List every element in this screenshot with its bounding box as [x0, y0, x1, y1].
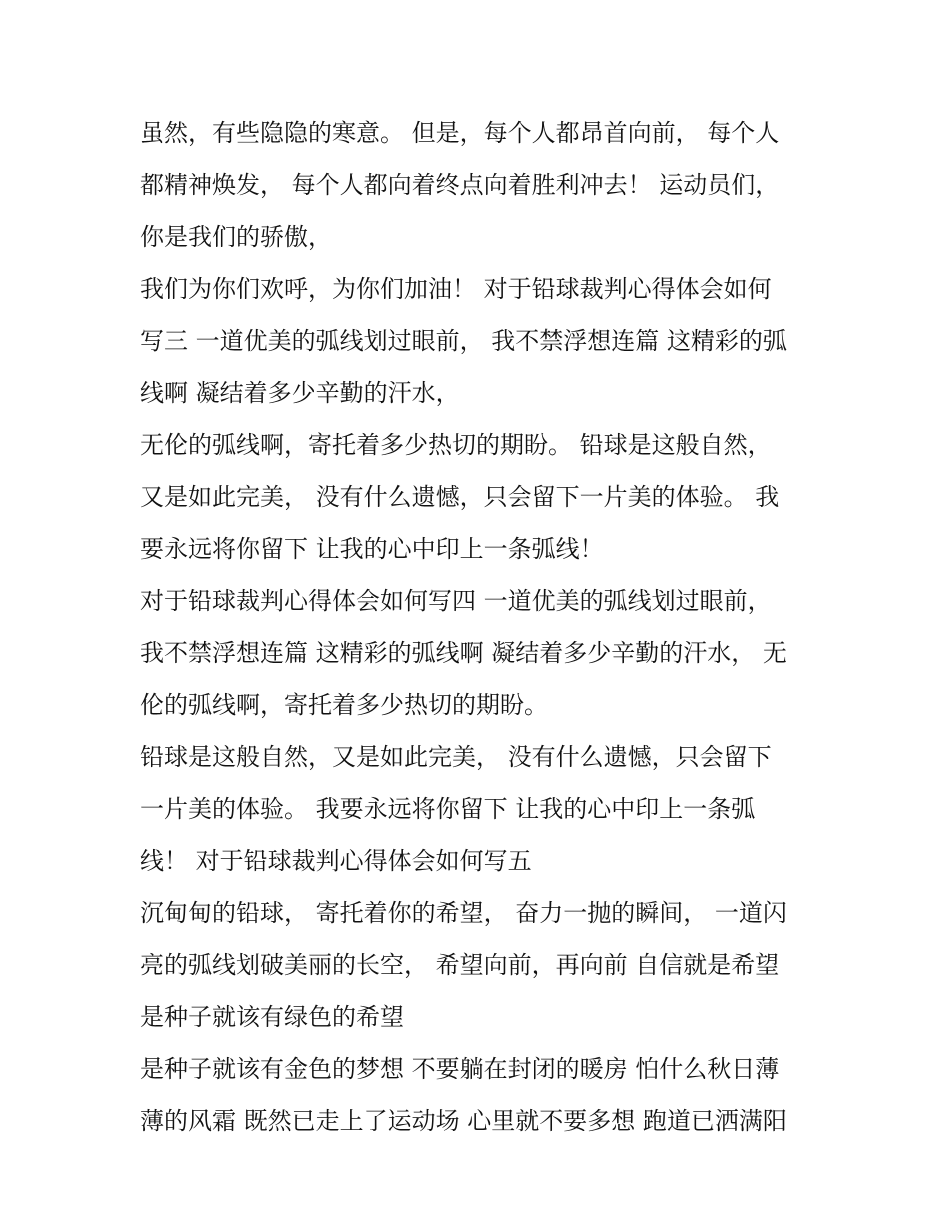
text-line: 亮的弧线划破美丽的长空， 希望向前，再向前 自信就是希望 [140, 951, 780, 979]
text-line: 你是我们的骄傲， [140, 223, 332, 251]
text-line: 又是如此完美， 没有什么遗憾，只会留下一片美的体验。 我 [140, 483, 780, 511]
text-line: 铅球是这般自然，又是如此完美， 没有什么遗憾，只会留下 [140, 743, 772, 771]
text-line: 线啊 凝结着多少辛勤的汗水， [140, 379, 460, 407]
text-line: 我们为你们欢呼，为你们加油！ 对于铅球裁判心得体会如何 [140, 275, 772, 303]
text-line: 都精神焕发， 每个人都向着终点向着胜利冲去！ 运动员们， [140, 171, 780, 199]
text-line: 我不禁浮想连篇 这精彩的弧线啊 凝结着多少辛勤的汗水， 无 [140, 639, 787, 667]
text-line: 写三 一道优美的弧线划过眼前， 我不禁浮想连篇 这精彩的弧 [140, 327, 787, 355]
text-line: 薄的风霜 既然已走上了运动场 心里就不要多想 跑道已洒满阳 [140, 1107, 787, 1135]
text-line: 是种子就该有绿色的希望 [140, 1003, 404, 1031]
text-line: 伦的弧线啊，寄托着多少热切的期盼。 [140, 691, 548, 719]
body-text [140, 107, 820, 1147]
text-line: 线！ 对于铅球裁判心得体会如何写五 [140, 847, 532, 875]
text-line: 要永远将你留下 让我的心中印上一条弧线！ [140, 535, 604, 563]
text-line: 对于铅球裁判心得体会如何写四 一道优美的弧线划过眼前， [140, 587, 772, 615]
text-line: 是种子就该有金色的梦想 不要躺在封闭的暖房 怕什么秋日薄 [140, 1055, 780, 1083]
text-line: 虽然，有些隐隐的寒意。 但是，每个人都昂首向前， 每个人 [140, 119, 780, 147]
text-line: 无伦的弧线啊，寄托着多少热切的期盼。 铅球是这般自然， [140, 431, 772, 459]
text-line: 一片美的体验。 我要永远将你留下 让我的心中印上一条弧 [140, 795, 756, 823]
text-line: 沉甸甸的铅球， 寄托着你的希望， 奋力一抛的瞬间， 一道闪 [140, 899, 787, 927]
